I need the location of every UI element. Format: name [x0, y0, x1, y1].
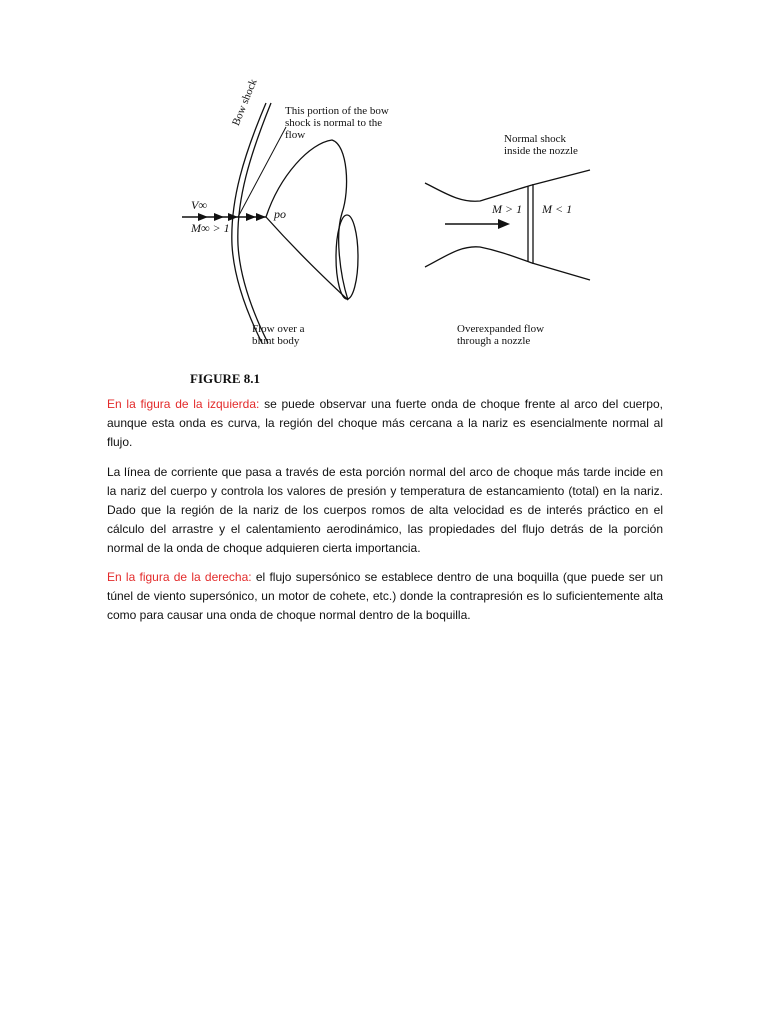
m-gt-label: M > 1 [492, 202, 523, 216]
normal-portion-pointer [238, 127, 286, 217]
nozzle-caption: Overexpanded flow through a nozzle [457, 323, 545, 347]
normal-shock-label: Normal shock inside the nozzle [504, 133, 578, 157]
nozzle-flow-arrowhead [498, 219, 510, 229]
nozzle-upper-wall [425, 170, 590, 201]
blunt-body-caption: Flow over a blunt body [252, 323, 305, 347]
paragraph-right-figure [107, 568, 663, 625]
normal-portion-label: This portion of the bow shock is normal to the flow [285, 105, 389, 141]
v-inf-label: V∞ [191, 198, 207, 212]
m-inf-label: M∞ > 1 [191, 221, 230, 235]
figure-number: FIGURE 8.1 [190, 371, 261, 386]
flow-arrow [198, 213, 208, 221]
bow-shock-label: Bow shock [230, 77, 260, 128]
nozzle-lower-wall [425, 247, 590, 280]
paragraph-streamline [107, 463, 663, 558]
paragraph-text: se puede observar una fuerte onda de choque frente al arco del cuerpo, aunque esta onda es curva, la región del choque más cercana a la nariz es esencialmente normal al flujo. [107, 397, 663, 449]
paragraph-text: el flujo supersónico se establece dentro de una boquilla (que puede ser un túnel de viento supersónico, un motor de cohete, etc.) donde la contrapresión es lo suficientemente alta como para causar una onda de choque normal dentro de la boquilla. [107, 570, 664, 622]
paragraph-lead: En la figura de la izquierda: [107, 397, 260, 411]
p-o-label: po [274, 207, 286, 221]
flow-arrow [214, 213, 224, 221]
m-lt-label: M < 1 [542, 202, 573, 216]
bow-shock-curve-inner [238, 103, 271, 343]
bow-shock-curve [232, 103, 266, 343]
figure-8-1 [170, 77, 600, 360]
flow-arrow [246, 213, 256, 221]
paragraph-lead: En la figura de la derecha: [107, 570, 252, 584]
paragraph-text: La línea de corriente que pasa a través de esta porción normal del arco de choque más tarde incide en la nariz del cuerpo y controla los valores de presión y temperatura de estancamiento (total) en la nariz. Dado que la región de la nariz de los cuerpos romos de alta velocidad es de interés práctico en el cálculo del arrastre y el calentamiento aerodinámico, las propiedades del flujo detrás de la porción normal de la onda de choque adquieren cierta importancia. [107, 465, 663, 555]
paragraph-left-figure [107, 395, 663, 452]
flow-arrow [256, 213, 266, 221]
